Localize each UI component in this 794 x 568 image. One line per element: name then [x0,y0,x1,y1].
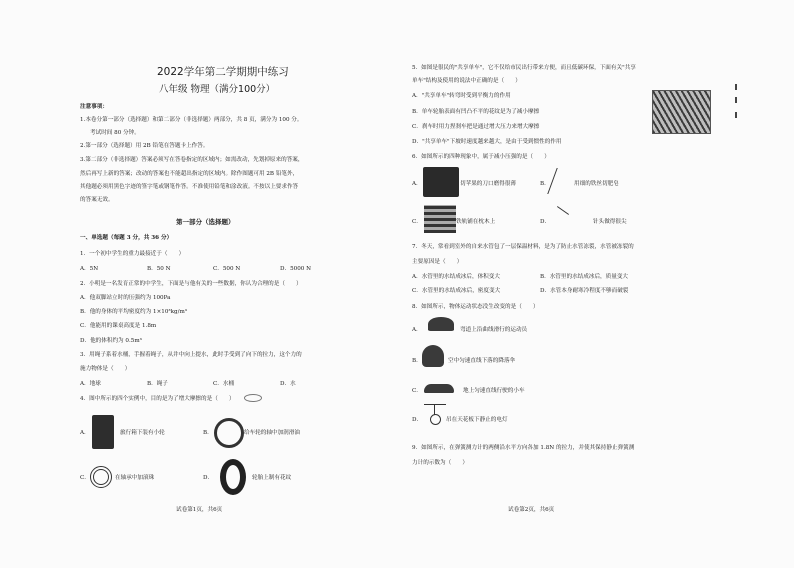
question-3-cont: 施力物体是（ ） [80,366,131,372]
option-caption: 针头做得很尖 [593,219,627,225]
option: B．他的身体的平均密度约为 1×10³kg/m³ [80,309,188,315]
question-2: 2．小明是一名发育正常的中学生，下面是与他有关的一些数据，你认为合理的是（ ） [80,281,302,287]
question-6: 6．如图所示的四种现象中，属于减小压强的是（ ） [412,154,550,160]
notice-line: 2.第一部分（选择题）用 2B 铅笔在答题卡上作答。 [80,143,209,149]
option-caption: 在轴承中加滚珠 [115,475,155,481]
question-8: 8．如图所示，物体运动状态没生改变的是（ ） [412,304,539,310]
option: B．绳子 [147,381,168,387]
notice-line: 1.本卷分第一部分（选择题）和第二部分（非选择题）两部分，共 8 页，满分为 100 分。 [80,117,303,123]
option-label: C． [80,475,90,481]
skater-image [428,317,454,331]
option-label: D． [412,417,423,423]
option-caption: 弯道上沿曲线滑行的运动员 [460,327,528,333]
question-9-cont: 力计的示数为（ ） [412,460,468,466]
option: D．水 [280,381,296,387]
knife-apple-image [423,167,459,197]
option-caption: 轮胎上制有花纹 [252,475,292,481]
option-label: A． [412,327,422,333]
toy-car-image [424,384,454,393]
question-5-cont: 单车"结构及使用的说法中正确的是（ ） [412,78,521,84]
notice-line: 其他题必须用黑色字迹的签字笔或钢笔作答。不准使用铅笔和涂改液。不按以上要求作答 [80,184,299,190]
option-caption: 地上匀速直线行驶的小车 [463,388,525,394]
page-footer: 试卷第1页，共6页 [176,507,223,513]
option: B．水管里的水结成冰后，质量变大 [540,274,629,280]
scan-mark [735,84,737,90]
part-one-heading: 第一部分（选择题） [176,218,235,226]
lamp-image [430,414,441,425]
scan-mark [735,112,737,118]
option-caption: 铁轨铺在枕木上 [456,219,496,225]
option: A．他双脚站立时的压强约为 100Pa [80,295,171,301]
handwriting-mark [244,394,262,402]
scan-mark [735,97,737,103]
option: C．水管里的水结成冰后，密度变大 [412,288,501,294]
option: A．5N [80,266,99,272]
option: C．他能用的课桌高度是 1.8m [80,323,157,329]
tire-image [220,459,246,495]
wheel-axle-image [214,418,244,448]
option: B．单车轮胎表面有凹凸不平的花纹是为了减小摩擦 [412,109,540,115]
question-7: 7．冬天，常看到室外的自来水管包了一层保温材料，是为了防止水管冻裂，水管被冻裂的 [412,244,634,250]
option: C．水桶 [213,381,235,387]
option-caption: 切苹果的刀口磨得很薄 [460,181,516,187]
option-label: C． [412,219,422,225]
option-label: D． [203,475,214,481]
exam-title: 2022学年第二学期期中练习 [157,66,289,78]
option-label: B． [540,181,550,187]
shared-bikes-image [652,90,711,134]
option: B．50 N [147,266,171,272]
option: C．500 N [213,266,241,272]
suitcase-image [92,415,114,449]
section-heading: 一、单选题（每题 3 分，共 36 分） [80,235,173,241]
notice-line: 然后再写上新的答案；改动的答案也不能超出指定的区域内。除作图题可用 2B 铅笔外， [80,171,299,177]
option: A．地球 [80,381,101,387]
option: C．刹车时用力捏刹车把是通过增大压力来增大摩擦 [412,124,540,130]
question-4: 4．图中所示的四个实例中，目的是为了增大摩擦的是（ ） [80,396,235,402]
option-caption: 吊在天花板下静止的电灯 [446,417,508,423]
option: A．水管里的水结成冰后，体积变大 [412,274,500,280]
parachute-image [422,345,444,367]
question-7-cont: 主要原因是（ ） [412,259,463,265]
option-label: D． [540,219,551,225]
option: D．5000 N [280,266,311,272]
option: D．他的体积约为 0.5m³ [80,338,142,344]
bearing-image [90,466,112,488]
option-label: B． [203,430,213,436]
option-label: C． [412,388,422,394]
page-footer: 试卷第2页，共6页 [508,507,555,513]
option: D．水管本身耐寒冷程度不够而破裂 [540,288,629,294]
option-caption: 旅行箱下装有小轮 [120,430,165,436]
question-1: 1．一个初中学生的重力最接近于（ ） [80,251,185,257]
option: A．"共享单车"转弯时受到平衡力的作用 [412,93,511,99]
option-caption: 空中匀速直线下落的降落伞 [448,358,516,364]
option-label: A． [80,430,90,436]
option-caption: 用细的铁丝切肥皂 [574,181,619,187]
option-caption: 给车轮的轴中加润滑油 [244,430,300,436]
question-5: 5．如图是很民的"共享单车"，它不仅给市民出行带来方便，而且低碳环保，下面有关"共享 [412,65,636,71]
rail-sleepers-image [424,205,456,233]
option-label: B． [412,358,422,364]
option-label: A． [412,181,422,187]
ceiling-line [424,404,446,405]
notice-heading: 注意事项： [80,104,108,110]
notice-line: 的答案无效。 [80,197,114,203]
question-9: 9．如图所示，在弹簧测力计的两侧沿水平方向各加 1.8N 的拉力，并使其保持静止弹簧测 [412,445,635,451]
exam-subtitle: 八年级 物理（满分100分） [159,84,276,95]
notice-line: 考试时间 80 分钟。 [90,130,140,136]
needle-image [557,206,569,215]
question-3: 3．用绳子系着水桶，手握着绳子，从井中向上提水，此时手受到了向下的拉力，这个力的 [80,352,302,358]
notice-line: 3.第二部分（非选择题）答案必须写在答卷指定的区域内；如需改动，先划掉原来的答案， [80,157,304,163]
option: D．"共享单车"下坡时速度越来越大，是由于受到惯性的作用 [412,139,562,145]
